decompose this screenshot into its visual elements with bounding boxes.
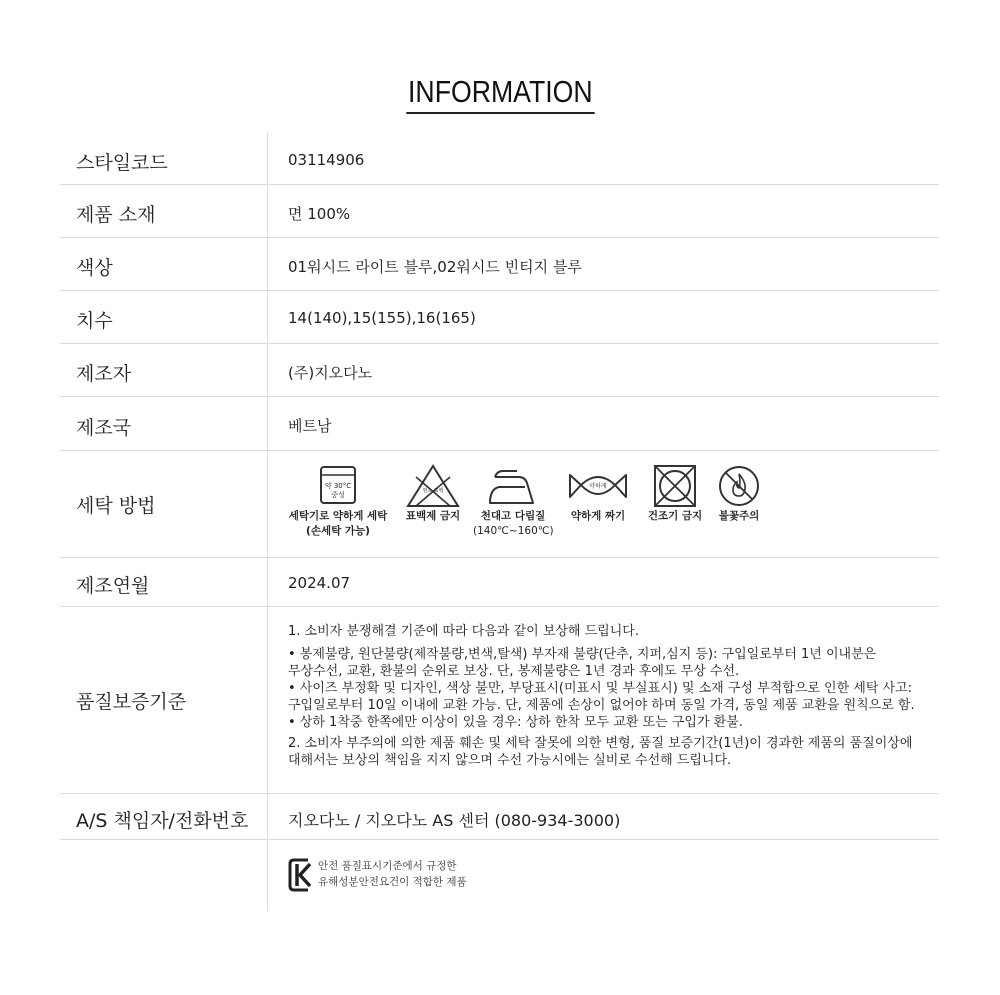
flame-caution-icon <box>716 463 762 509</box>
value-date: 2024.07 <box>288 574 351 592</box>
svg-text:약 30°C: 약 30°C <box>324 482 352 490</box>
label-date: 제조연월 <box>76 575 150 597</box>
svg-text:염소·표백: 염소·표백 <box>422 488 444 494</box>
care-item-bleach <box>398 463 468 524</box>
label-as: A/S 책임자/전화번호 <box>76 810 249 832</box>
value-material: 면 100% <box>288 205 351 223</box>
value-as: 지오다노 / 지오다노 AS 센터 (080-934-3000) <box>288 811 621 830</box>
care-item-wring <box>563 463 633 524</box>
quality-line: • 사이즈 부정확 및 디자인, 색상 불만, 부당표시(미표시 및 부실표시) 및 소재 구성 부적합으로 인한 세탁 사고: <box>288 681 913 696</box>
caption-iron-sub: (140℃~160℃) <box>473 525 554 537</box>
label-quality: 품질보증기준 <box>76 691 187 713</box>
kc-text <box>318 858 467 890</box>
quality-text <box>288 623 933 769</box>
value-style-code: 03114906 <box>288 151 365 169</box>
care-item-dry <box>640 463 710 524</box>
kc-line-1: 안전 품질표시기준에서 규정한 <box>318 860 457 872</box>
value-country: 베트남 <box>288 417 332 435</box>
no-tumble-dry-icon <box>652 463 698 509</box>
caption-bleach: 표백제 금지 <box>405 510 461 522</box>
kc-line-2: 유해성분안전요건이 적합한 제품 <box>318 876 467 888</box>
svg-text:약하게: 약하게 <box>589 483 607 490</box>
caption-iron: 천대고 다림질 <box>480 510 546 522</box>
quality-line: 2. 소비자 부주의에 의한 제품 훼손 및 세탁 잘못에 의한 변형, 품질 보증기간(1년)이 경과한 제품의 품질이상에 <box>288 736 913 751</box>
caption-dry: 건조기 금지 <box>647 510 703 522</box>
kc-mark <box>288 856 467 898</box>
quality-line: 1. 소비자 분쟁해결 기준에 따라 다음과 같이 보상해 드립니다. <box>288 624 639 639</box>
label-style-code: 스타일코드 <box>76 152 168 174</box>
label-maker: 제조자 <box>76 363 132 385</box>
label-material: 제품 소재 <box>76 204 156 226</box>
value-size: 14(140),15(155),16(165) <box>288 309 476 327</box>
value-maker: (주)지오다노 <box>288 364 373 382</box>
row-maker <box>60 344 939 397</box>
row-washing <box>60 451 939 558</box>
quality-line: • 봉제불량, 원단불량(제작불량,변색,탈색) 부자재 불량(단추, 지퍼,심지 등): 구입일로부터 1년 이내분은 <box>288 647 877 662</box>
caption-wash: 세탁기로 약하게 세탁 <box>288 510 388 522</box>
care-item-flame <box>713 463 765 524</box>
care-item-wash <box>288 463 388 539</box>
no-bleach-icon <box>405 463 461 509</box>
svg-text:중성: 중성 <box>331 491 345 499</box>
row-material <box>60 185 939 238</box>
quality-line: 구입일로부터 10일 이내에 교환 가능. 단, 제품에 손상이 없어야 하며 동일 가격, 동일 제품 교환을 원칙으로 함. <box>288 698 915 713</box>
care-item-iron <box>473 463 553 539</box>
kc-certification-icon <box>288 856 314 894</box>
quality-line: 무상수선, 교환, 환불의 순위로 보상. 단, 봉제불량은 1년 경과 후에도 무상 수선. <box>288 664 740 679</box>
label-color: 색상 <box>76 257 113 279</box>
quality-line: • 상하 1착중 한쪽에만 이상이 있을 경우: 상하 한착 모두 교환 또는 구입가 환불. <box>288 715 743 730</box>
value-color: 01워시드 라이트 블루,02워시드 빈티지 블루 <box>288 258 582 276</box>
row-as <box>60 794 939 840</box>
gentle-wring-icon <box>567 463 629 509</box>
row-kc <box>60 840 939 910</box>
row-color <box>60 238 939 291</box>
iron-icon <box>485 463 541 509</box>
label-washing: 세탁 방법 <box>76 495 156 517</box>
page-title: INFORMATION <box>0 74 1000 114</box>
row-quality <box>60 607 939 794</box>
row-country <box>60 397 939 451</box>
row-style-code <box>60 132 939 185</box>
row-size <box>60 291 939 344</box>
caption-wash-sub: (손세탁 가능) <box>306 525 370 537</box>
row-date <box>60 558 939 607</box>
caption-flame: 불꽃주의 <box>718 510 760 522</box>
label-country: 제조국 <box>76 417 132 439</box>
caption-wring: 약하게 짜기 <box>570 510 626 522</box>
washing-machine-30c-icon <box>318 463 358 505</box>
label-size: 치수 <box>76 310 113 332</box>
quality-line: 대해서는 보상의 책임을 지지 않으며 수선 가능시에는 실비로 수선해 드립니다. <box>288 753 732 768</box>
